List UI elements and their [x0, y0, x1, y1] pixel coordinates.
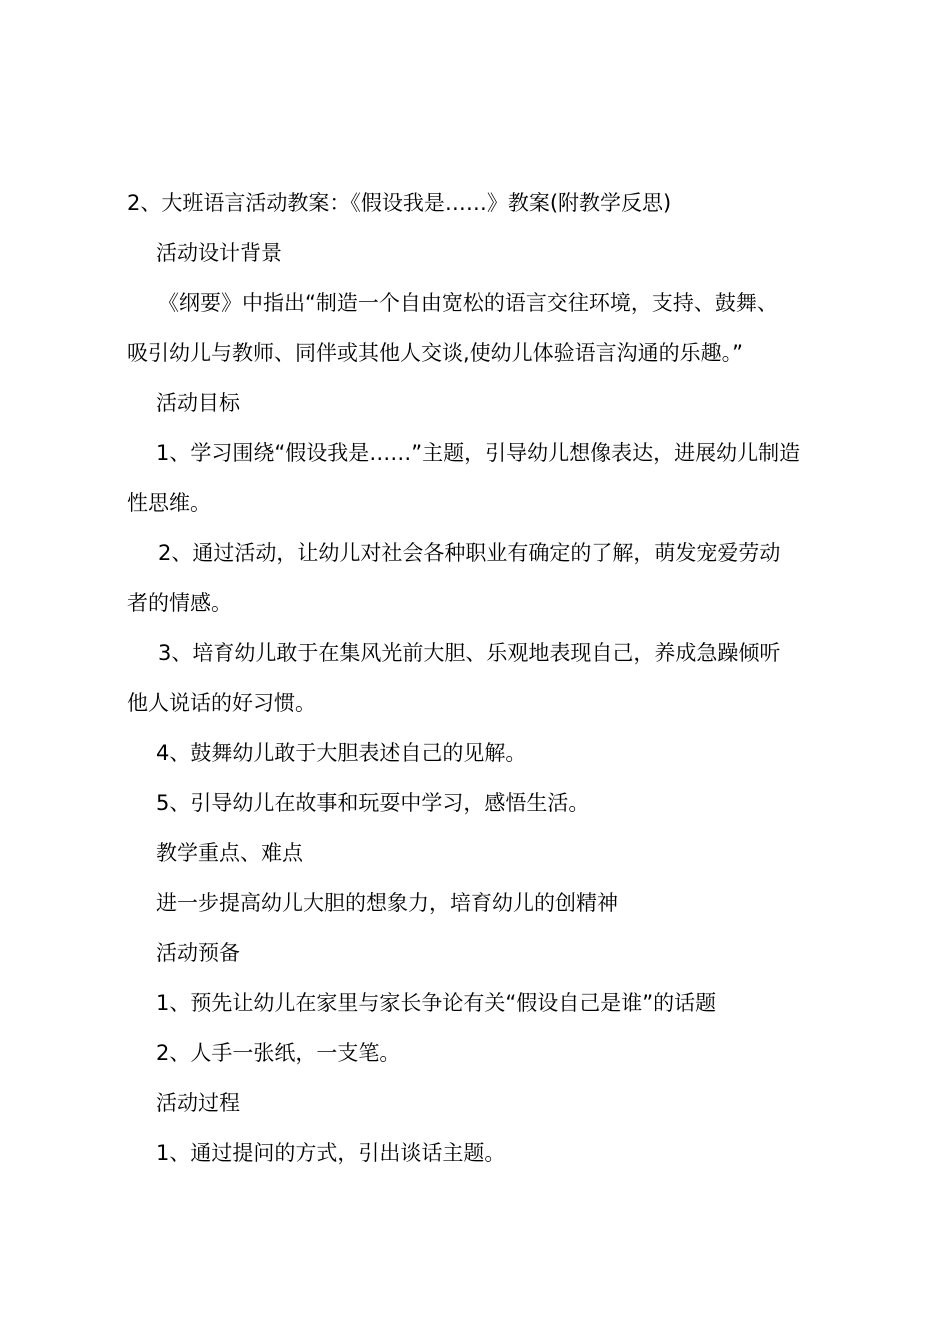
process-item-1: 1、通过提问的方式，引出谈话主题。 [156, 1141, 506, 1165]
prep-item-2: 2、人手一张纸，一支笔。 [156, 1041, 401, 1065]
heading-key-points: 教学重点、难点 [156, 841, 303, 865]
goal-1-line-1: 1、学习围绕“假设我是……”主题，引导幼儿想像表达，进展幼儿制造 [156, 441, 801, 465]
prep-item-1: 1、预先让幼儿在家里与家长争论有关“假设自己是谁”的话题 [156, 991, 717, 1015]
heading-preparation: 活动预备 [156, 941, 240, 965]
document-title: 2、大班语言活动教案：《假设我是……》教案(附教学反思) [127, 191, 672, 215]
goal-2-line-2: 者的情感。 [127, 591, 232, 615]
goal-1-line-2: 性思维。 [127, 491, 211, 515]
background-line-2: 吸引幼儿与教师、同伴或其他人交谈,使幼儿体验语言沟通的乐趣。” [127, 341, 744, 365]
goal-3-line-1: 3、培育幼儿敢于在集风光前大胆、乐观地表现自己，养成急躁倾听 [158, 641, 781, 665]
goal-4: 4、鼓舞幼儿敢于大胆表述自己的见解。 [156, 741, 527, 765]
goal-2-line-1: 2、通过活动，让幼儿对社会各种职业有确定的了解，萌发宠爱劳动 [158, 541, 781, 565]
heading-goals: 活动目标 [156, 391, 240, 415]
background-line-1: 《纲要》中指出“制造一个自由宽松的语言交往环境，支持、鼓舞、 [158, 291, 778, 315]
key-points-text: 进一步提高幼儿大胆的想象力，培育幼儿的创精神 [156, 891, 618, 915]
goal-5: 5、引导幼儿在故事和玩耍中学习，感悟生活。 [156, 791, 590, 815]
goal-3-line-2: 他人说话的好习惯。 [127, 691, 316, 715]
heading-process: 活动过程 [156, 1091, 240, 1115]
heading-background: 活动设计背景 [156, 241, 282, 265]
